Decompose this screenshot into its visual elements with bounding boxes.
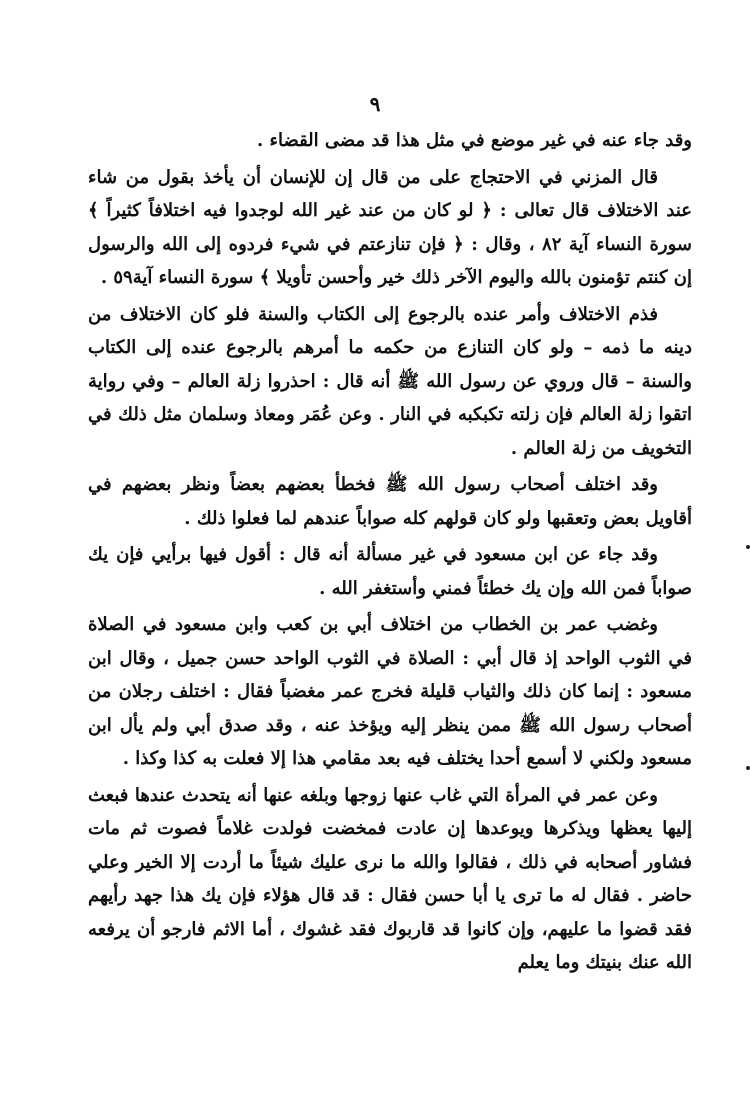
paragraph-4: وقد اختلف أصحاب رسول الله ﷺ فخطأ بعضهم بعضاً ونظر بعضهم في أقاويل بعض وتعقبها ولو كان قولهم كله صواباً عندهم لما فعلوا ذلك . [88,474,692,529]
margin-mark [746,545,750,549]
margin-mark [746,766,750,770]
paragraph-7: وعن عمر في المرأة التي غاب عنها زوجها وبلغه عنها أنه يتحدث عندها فبعث إليها يعظها ويذكرها ويوعدها إن عادت فمخضت فولدت غلاماً فصوت ثم مات فشاور أصحابه في ذلك ، فقالوا والله ما نرى عليك شيئاً ما أردت إلا الخير وعلي حاضر . فقال له ما ترى يا أبا حسن فقال : قد قال هؤلاء فإن يك هذا جهد رأيهم فقد قضوا ما عليهم، وإن كانوا قد قاربوك فقد غشوك ، أما الاثم فارجو أن يرفعه الله عنك بنيتك وما يعلم [88,784,692,973]
body-text [88,124,692,980]
page-number: ٩ [369,92,381,116]
paragraph-3: فذم الاختلاف وأمر عنده بالرجوع إلى الكتاب والسنة فلو كان الاختلاف من دينه ما ذمه – ولو كان التنازع من حكمه ما أمرهم بالرجوع عنده إلى الكتاب والسنة – قال وروي عن رسول الله ﷺ أنه قال : احذروا زلة العالم – وفي رواية اتقوا زلة العالم فإن زلته تكبكبه في النار . وعن عُمَر ومعاذ وسلمان مثل ذلك في التخويف من زلة العالم . [88,303,692,459]
paragraph-6: وغضب عمر بن الخطاب من اختلاف أبي بن كعب وابن مسعود في الصلاة في الثوب الواحد إذ قال أبي : الصلاة في الثوب الواحد حسن جميل ، وقال ابن مسعود : إنما كان ذلك والثياب قليلة فخرج عمر مغضباً فقال : اختلف رجلان من أصحاب رسول الله ﷺ ممن ينظر إليه ويؤخذ عنه ، وقد صدق أبي ولم يأل ابن مسعود ولكني لا أسمع أحدا يختلف فيه بعد مقامي هذا إلا فعلت به كذا وكذا . [88,614,692,769]
paragraph-2: قال المزني في الاحتجاج على من قال إن للإنسان أن يأخذ بقول من شاء عند الاختلاف قال تعالى : ﴿ لو كان من عند غير الله لوجدوا فيه اختلافاً كثيراً ﴾ سورة النساء آية ٨٢ ، وقال : ﴿ فإن تنازعتم في شيء فردوه إلى الله والرسول إن كنتم تؤمنون بالله واليوم الآخر ذلك خير وأحسن تأويلا ﴾ سورة النساء آية٥٩ . [88,166,693,288]
paragraph-5: وقد جاء عن ابن مسعود في غير مسألة أنه قال : أقول فيها برأيي فإن يك صواباً فمن الله وإن يك خطئاً فمني وأستغفر الله . [88,544,692,599]
paragraph-1: وقد جاء عنه في غير موضع في مثل هذا قد مضى القضاء . [256,130,692,151]
